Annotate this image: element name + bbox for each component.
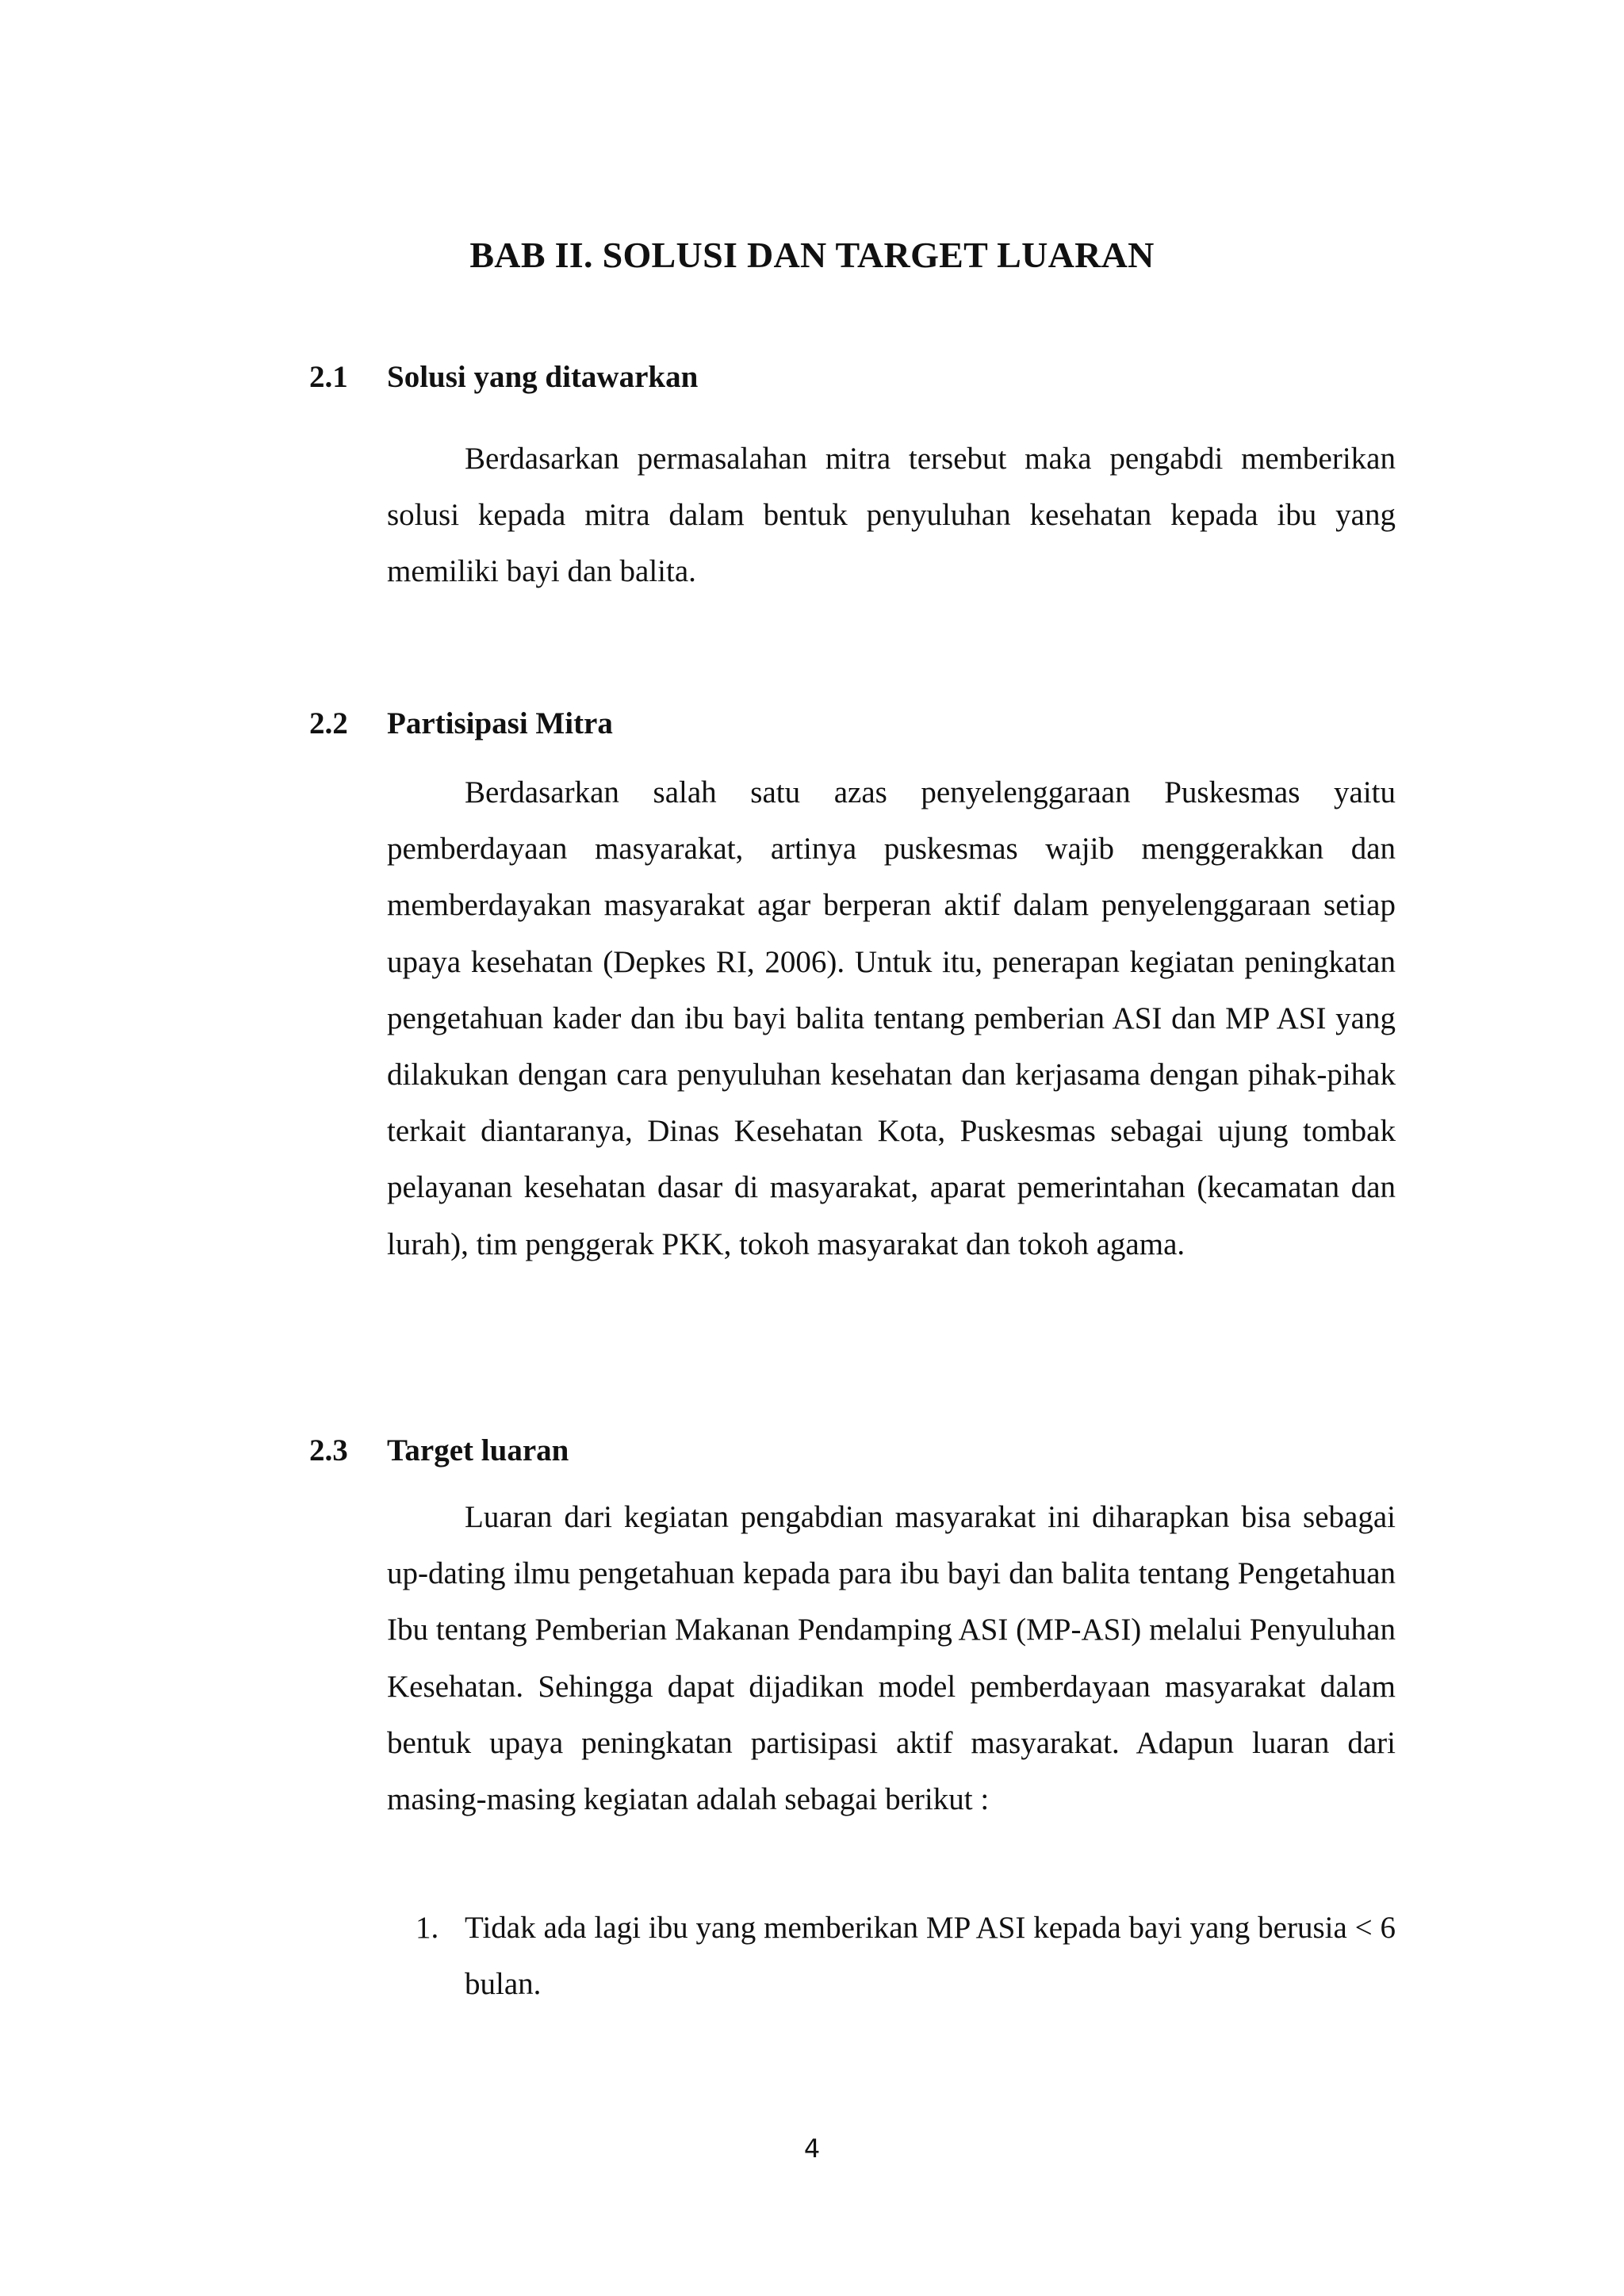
section-number: 2.1 bbox=[309, 360, 348, 394]
chapter-title: BAB II. SOLUSI DAN TARGET LUARAN bbox=[469, 235, 1155, 275]
section-title: Target luaran bbox=[387, 1433, 569, 1468]
section-heading-2-2 bbox=[309, 703, 1396, 744]
section-paragraph-2-2: Berdasarkan salah satu azas penyelenggaraan Puskesmas yaitu pemberdayaan masyarakat, artinya puskesmas wajib menggerakkan dan memberdayakan masyarakat agar berperan aktif dalam penyelenggaraan setiap upaya kesehatan (Depkes RI, 2006). Untuk itu, penerapan kegiatan peningkatan pengetahuan kader dan ibu bayi balita tentang pemberian ASI dan MP ASI yang dilakukan dengan cara penyuluhan kesehatan dan kerjasama dengan pihak-pihak terkait diantaranya, Dinas Kesehatan Kota, Puskesmas sebagai ujung tombak pelayanan kesehatan dasar di masyarakat, aparat pemerintahan (kecamatan dan lurah), tim penggerak PKK, tokoh masyarakat dan tokoh agama. bbox=[387, 775, 1396, 1261]
list-item-text: Tidak ada lagi ibu yang memberikan MP ASI kepada bayi yang berusia < 6 bulan. bbox=[465, 1911, 1396, 2002]
section-number: 2.3 bbox=[309, 1433, 348, 1468]
section-title: Partisipasi Mitra bbox=[387, 706, 613, 740]
section-heading-2-3 bbox=[309, 1430, 1396, 1471]
section-title: Solusi yang ditawarkan bbox=[387, 360, 699, 394]
target-output-list bbox=[387, 1900, 1396, 2012]
section-paragraph-2-1: Berdasarkan permasalahan mitra tersebut maka pengabdi memberikan solusi kepada mitra dalam bentuk penyuluhan kesehatan kepada ibu yang memiliki bayi dan balita. bbox=[387, 442, 1396, 589]
section-heading-2-1 bbox=[309, 357, 1396, 398]
section-paragraph-2-3: Luaran dari kegiatan pengabdian masyarakat ini diharapkan bisa sebagai up-dating ilmu pengetahuan kepada para ibu bayi dan balita tentang Pengetahuan Ibu tentang Pemberian Makanan Pendamping ASI (MP-ASI) melalui Penyuluhan Kesehatan. Sehingga dapat dijadikan model pemberdayaan masyarakat dalam bentuk upaya peningkatan partisipasi aktif masyarakat. Adapun luaran dari masing-masing kegiatan adalah sebagai berikut : bbox=[387, 1500, 1396, 1817]
section-number: 2.2 bbox=[309, 706, 348, 740]
page-number: 4 bbox=[803, 2133, 821, 2164]
list-marker: 1. bbox=[416, 1911, 439, 1945]
list-item bbox=[387, 1900, 1396, 2012]
